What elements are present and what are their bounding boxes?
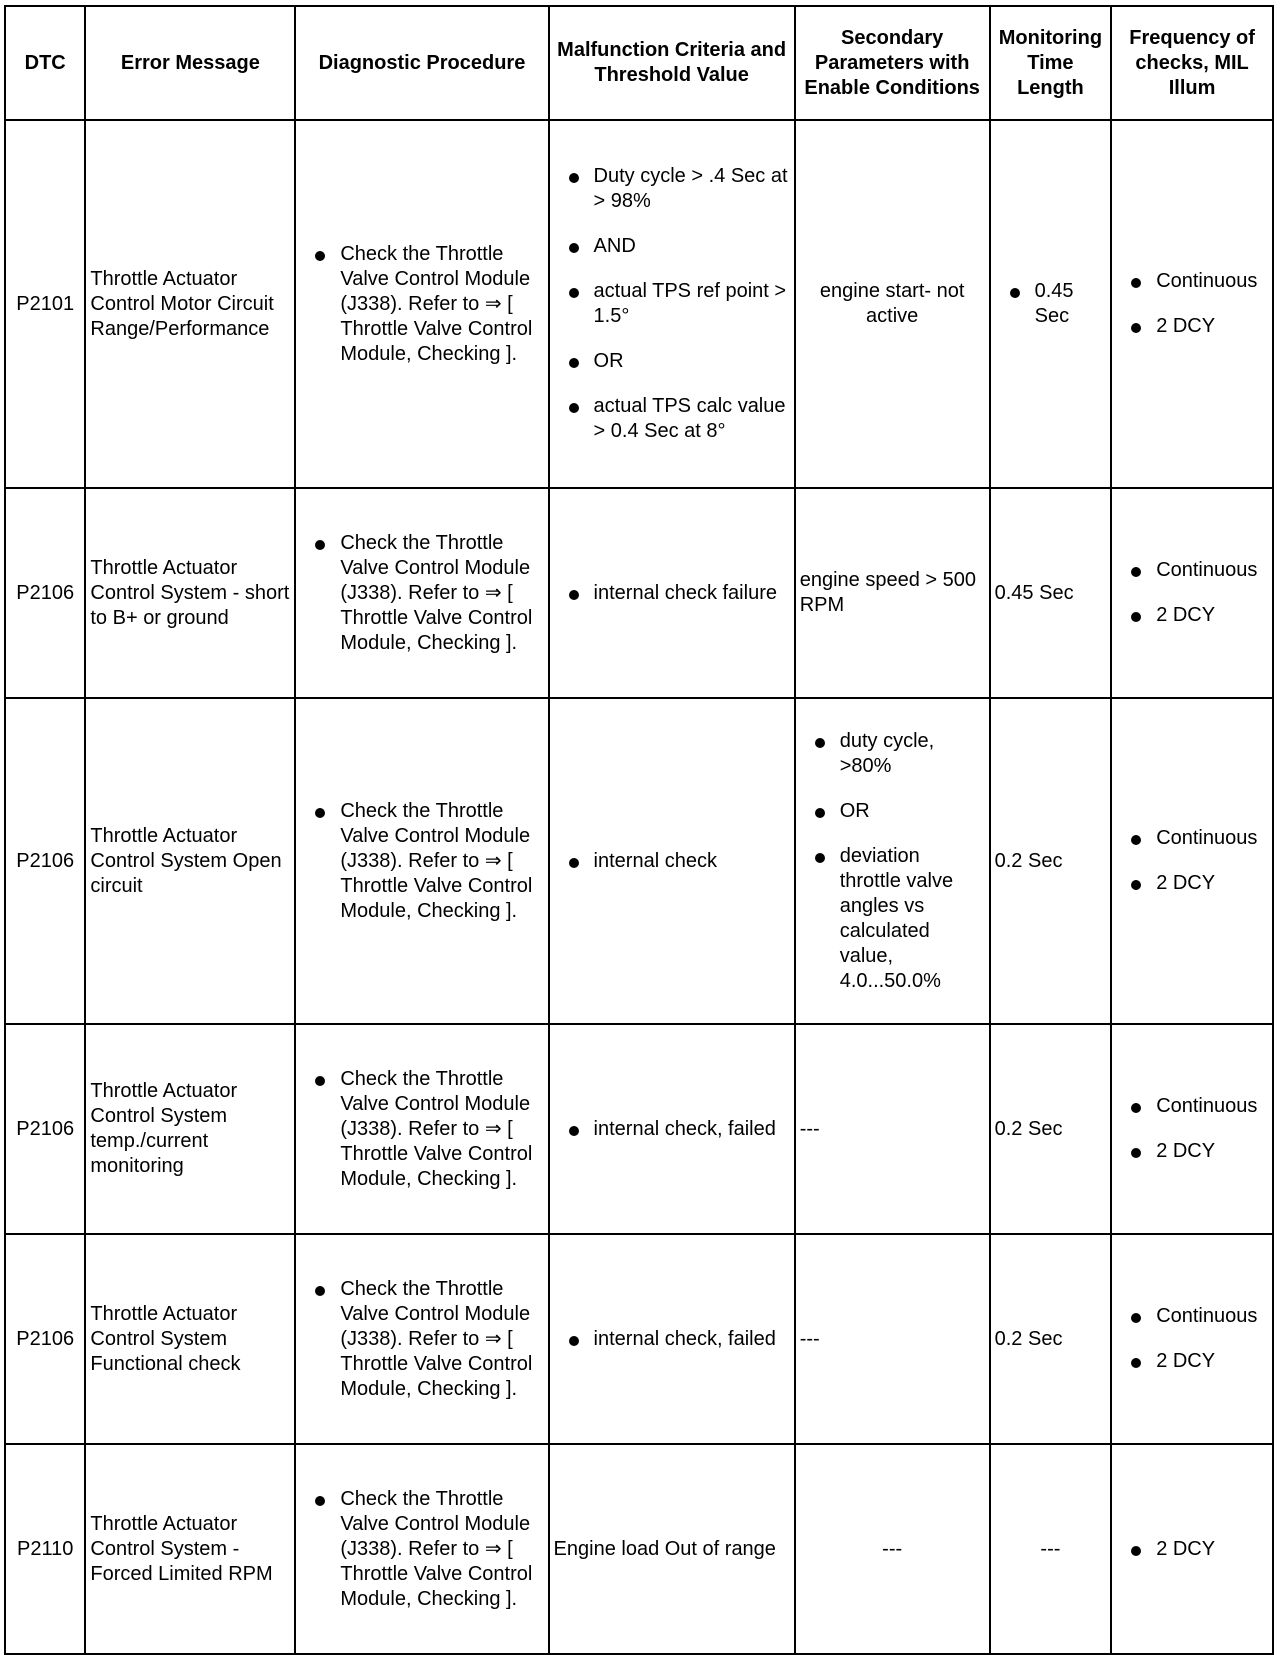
secondary-item: OR xyxy=(840,799,985,824)
frequency-item: 2 DCY xyxy=(1156,1139,1268,1164)
frequency-item: 2 DCY xyxy=(1156,1349,1268,1374)
monitoring-time: 0.2 Sec xyxy=(990,1234,1112,1444)
dtc-code: P2106 xyxy=(5,1234,85,1444)
dtc-code: P2106 xyxy=(5,488,85,698)
table-row xyxy=(5,1444,1273,1654)
procedure-item: Check the Throttle Valve Control Module (J338). Refer to ⇒ [ Throttle Valve Control Module, Checking ]. xyxy=(340,1067,543,1192)
procedure-item: Check the Throttle Valve Control Module (J338). Refer to ⇒ [ Throttle Valve Control Module, Checking ]. xyxy=(340,531,543,656)
criteria-item: internal check failure xyxy=(594,581,790,606)
header-frequency: Frequency of checks, MIL Illum xyxy=(1111,6,1273,120)
frequency-item: 2 DCY xyxy=(1156,871,1268,896)
malfunction-criteria xyxy=(549,1234,795,1444)
secondary-parameters: engine start- not active xyxy=(795,120,990,488)
header-error-message: Error Message xyxy=(85,6,295,120)
criteria-item: internal check, failed xyxy=(594,1117,790,1142)
header-secondary-parameters: Secondary Parameters with Enable Conditions xyxy=(795,6,990,120)
frequency-item: Continuous xyxy=(1156,558,1268,583)
malfunction-criteria xyxy=(549,698,795,1024)
error-message: Throttle Actuator Control System - Forced Limited RPM xyxy=(85,1444,295,1654)
procedure-item: Check the Throttle Valve Control Module (J338). Refer to ⇒ [ Throttle Valve Control Module, Checking ]. xyxy=(340,1487,543,1612)
header-monitoring-time: Monitoring Time Length xyxy=(990,6,1112,120)
table-row xyxy=(5,1234,1273,1444)
error-message: Throttle Actuator Control System Functional check xyxy=(85,1234,295,1444)
secondary-item: duty cycle, >80% xyxy=(840,729,985,779)
frequency xyxy=(1111,698,1273,1024)
frequency-item: Continuous xyxy=(1156,269,1268,294)
frequency xyxy=(1111,1444,1273,1654)
dtc-code: P2110 xyxy=(5,1444,85,1654)
monitoring-time: 0.45 Sec xyxy=(990,488,1112,698)
criteria-item: OR xyxy=(594,349,790,374)
table-row xyxy=(5,488,1273,698)
error-message: Throttle Actuator Control System - short to B+ or ground xyxy=(85,488,295,698)
diagnostic-procedure xyxy=(295,1444,548,1654)
error-message: Throttle Actuator Control Motor Circuit Range/Performance xyxy=(85,120,295,488)
criteria-item: internal check, failed xyxy=(594,1327,790,1352)
frequency-item: Continuous xyxy=(1156,1304,1268,1329)
error-message: Throttle Actuator Control System Open circuit xyxy=(85,698,295,1024)
frequency xyxy=(1111,1234,1273,1444)
error-message: Throttle Actuator Control System temp./current monitoring xyxy=(85,1024,295,1234)
time-item: 0.45 Sec xyxy=(1035,279,1107,329)
monitoring-time: 0.2 Sec xyxy=(990,698,1112,1024)
monitoring-time: --- xyxy=(990,1444,1112,1654)
frequency xyxy=(1111,488,1273,698)
secondary-parameters: --- xyxy=(795,1024,990,1234)
frequency-item: 2 DCY xyxy=(1156,603,1268,628)
header-row xyxy=(5,6,1273,120)
criteria-item: AND xyxy=(594,234,790,259)
malfunction-criteria xyxy=(549,488,795,698)
frequency-item: Continuous xyxy=(1156,826,1268,851)
monitoring-time: 0.2 Sec xyxy=(990,1024,1112,1234)
dtc-code: P2101 xyxy=(5,120,85,488)
procedure-item: Check the Throttle Valve Control Module (J338). Refer to ⇒ [ Throttle Valve Control Module, Checking ]. xyxy=(340,1277,543,1402)
criteria-item: actual TPS calc value > 0.4 Sec at 8° xyxy=(594,394,790,444)
table-row xyxy=(5,1024,1273,1234)
secondary-parameters: --- xyxy=(795,1444,990,1654)
malfunction-criteria: Engine load Out of range xyxy=(549,1444,795,1654)
frequency xyxy=(1111,1024,1273,1234)
monitoring-time xyxy=(990,120,1112,488)
procedure-item: Check the Throttle Valve Control Module (J338). Refer to ⇒ [ Throttle Valve Control Module, Checking ]. xyxy=(340,242,543,367)
diagnostic-procedure xyxy=(295,698,548,1024)
secondary-parameters: --- xyxy=(795,1234,990,1444)
header-diagnostic-procedure: Diagnostic Procedure xyxy=(295,6,548,120)
malfunction-criteria xyxy=(549,120,795,488)
header-dtc: DTC xyxy=(5,6,85,120)
malfunction-criteria xyxy=(549,1024,795,1234)
frequency-item: Continuous xyxy=(1156,1094,1268,1119)
diagnostic-procedure xyxy=(295,1024,548,1234)
dtc-table xyxy=(4,5,1274,1655)
criteria-item: internal check xyxy=(594,849,790,874)
header-malfunction-criteria: Malfunction Criteria and Threshold Value xyxy=(549,6,795,120)
secondary-parameters: engine speed > 500 RPM xyxy=(795,488,990,698)
criteria-item: actual TPS ref point > 1.5° xyxy=(594,279,790,329)
diagnostic-procedure xyxy=(295,120,548,488)
table-row xyxy=(5,698,1273,1024)
procedure-item: Check the Throttle Valve Control Module (J338). Refer to ⇒ [ Throttle Valve Control Module, Checking ]. xyxy=(340,799,543,924)
diagnostic-procedure xyxy=(295,488,548,698)
secondary-parameters xyxy=(795,698,990,1024)
table-row xyxy=(5,120,1273,488)
frequency-item: 2 DCY xyxy=(1156,314,1268,339)
criteria-item: Duty cycle > .4 Sec at > 98% xyxy=(594,164,790,214)
dtc-code: P2106 xyxy=(5,698,85,1024)
secondary-item: deviation throttle valve angles vs calculated value, 4.0...50.0% xyxy=(840,844,985,994)
frequency xyxy=(1111,120,1273,488)
dtc-code: P2106 xyxy=(5,1024,85,1234)
diagnostic-procedure xyxy=(295,1234,548,1444)
frequency-item: 2 DCY xyxy=(1156,1537,1268,1562)
